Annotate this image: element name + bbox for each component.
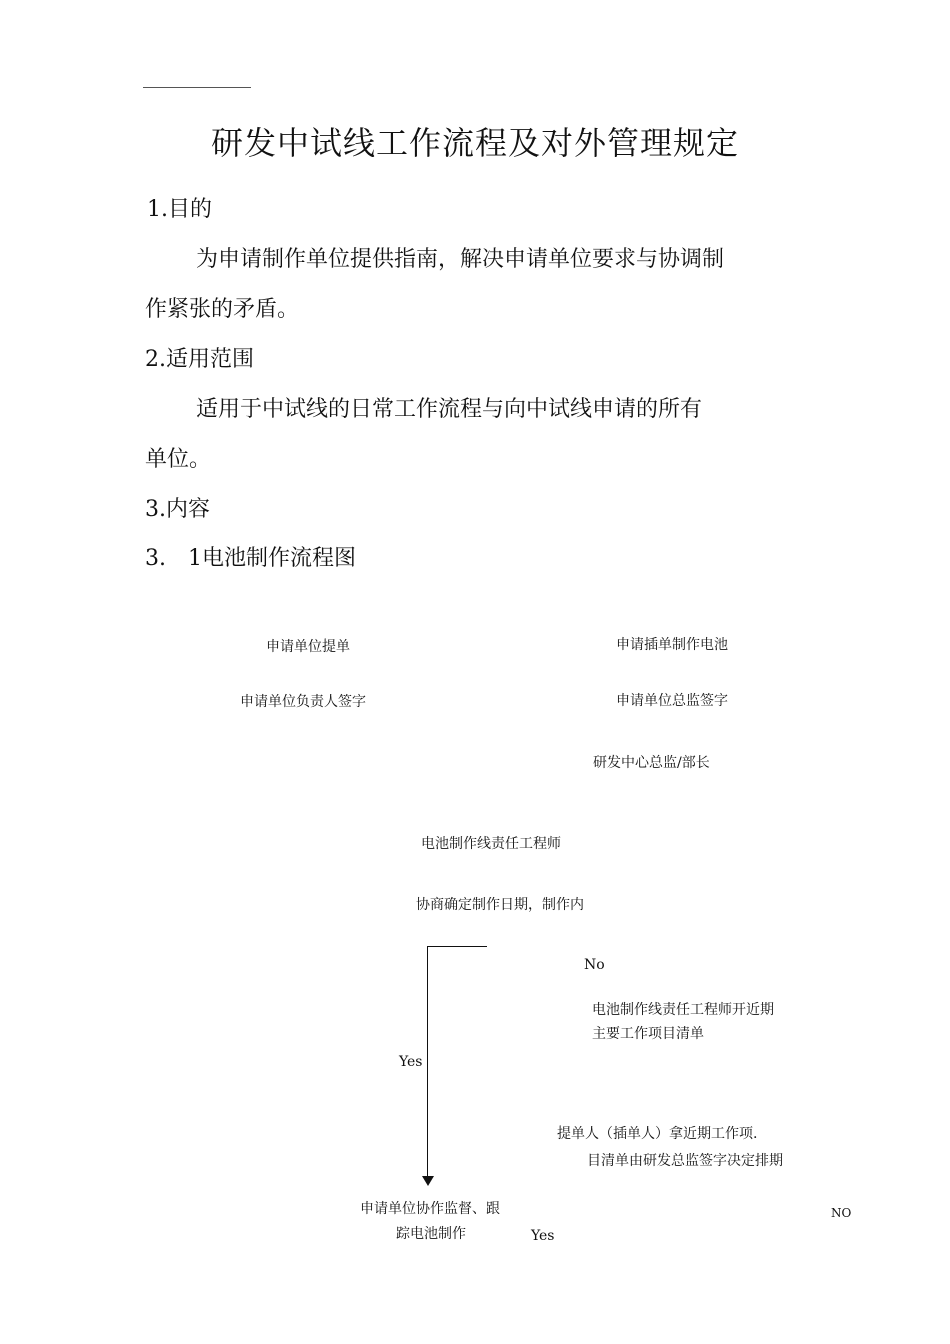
flow-supervise-line2: 踪电池制作 (396, 1226, 466, 1242)
section-1-body-line2: 作紧张的矛盾。 (145, 297, 300, 322)
flow-apply-sign: 申请单位负责人签字 (240, 694, 366, 710)
header-rule (143, 87, 251, 88)
flow-apply-insert: 申请插单制作电池 (616, 637, 728, 653)
section-2-body-line1: 适用于中试线的日常工作流程与向中试线申请的所有 (196, 397, 703, 422)
flow-arrow-down-icon (422, 1176, 434, 1186)
flow-rd-director: 研发中心总监/部长 (593, 755, 710, 771)
flow-apply-submit: 申请单位提单 (266, 639, 350, 655)
flow-engineer-list-line1: 电池制作线责任工程师开近期 (592, 1002, 774, 1018)
document-title: 研发中试线工作流程及对外管理规定 (210, 124, 739, 162)
section-3-1-heading: 3. 1电池制作流程图 (145, 546, 356, 571)
section-2-heading: 2.适用范围 (145, 347, 254, 372)
flow-yes-label: Yes (399, 1054, 423, 1070)
section-1-body-line1: 为申请制作单位提供指南，解决申请单位要求与协调制 (196, 247, 725, 272)
flow-submitter-line2: 目清单由研发总监签字决定排期 (587, 1153, 783, 1169)
section-1-heading: 1.目的 (147, 197, 212, 222)
flow-line-engineer: 电池制作线责任工程师 (421, 836, 561, 852)
flow-no-label-2: NO (831, 1206, 852, 1220)
flow-yes-label-2: Yes (531, 1228, 555, 1244)
section-2-body-line2: 单位。 (145, 447, 212, 472)
flow-connector-horizontal (427, 946, 487, 947)
flow-engineer-list-line2: 主要工作项目清单 (592, 1026, 704, 1042)
flow-no-label: No (584, 957, 605, 973)
flow-apply-director-sign: 申请单位总监签字 (616, 693, 728, 709)
flow-supervise-line1: 申请单位协作监督、跟 (360, 1201, 500, 1217)
section-3-heading: 3.内容 (145, 497, 210, 522)
flow-connector-vertical (427, 946, 428, 1178)
flow-negotiate: 协商确定制作日期，制作内 (416, 897, 584, 913)
flow-submitter-line1: 提单人（插单人）拿近期工作项. (557, 1126, 758, 1142)
